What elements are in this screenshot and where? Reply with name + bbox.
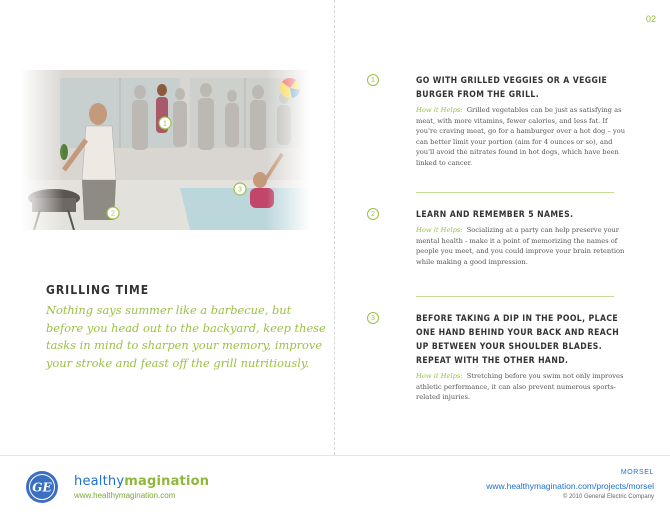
brand-part-1: healthy [74, 474, 125, 489]
tip-text-2: Socializing at a party can help preserve your mental health - make it a point of memorizing the names of people you meet, and you could improve your brain retention while making a good impression. [416, 226, 625, 266]
barbecue-illustration [20, 70, 310, 230]
section-intro: Nothing says summer like a barbecue, but before you head out to the backyard, keep these tasks in mind to sharpen your memory, improve your stroke and feast off the grill nutritiously. [46, 303, 326, 370]
tip-number-1: 1 [367, 74, 379, 86]
tip-3 [371, 312, 624, 403]
brand-part-2: magination [124, 474, 210, 489]
tip-number-3: 3 [367, 312, 379, 324]
tip-lead-2: How it Helps: [416, 226, 463, 234]
brand-wordmark [74, 474, 209, 489]
section-title: GRILLING TIME [46, 283, 150, 297]
tip-2 [371, 208, 625, 267]
tip-1 [371, 74, 626, 169]
copyright: © 2010 General Electric Company [562, 494, 654, 500]
tip-lead-3: How it Helps: [416, 372, 463, 380]
ge-logo-text: GE [32, 480, 52, 495]
tip-title-1: GO WITH GRILLED VEGGIES OR A VEGGIE BURGER FROM THE GRILL. [416, 76, 608, 100]
tip-body-2 [416, 225, 626, 267]
tip-body-3 [416, 371, 626, 403]
brand-url[interactable]: www.healthymagination.com [74, 491, 176, 500]
project-url-link[interactable]: www.healthymagination.com/projects/morsel [486, 481, 654, 491]
tip-title-2: LEARN AND REMEMBER 5 NAMES. [416, 210, 574, 220]
tip-number-2: 2 [367, 208, 379, 220]
page-divider [334, 0, 335, 455]
tip-divider-1 [416, 192, 614, 193]
tip-title-3: BEFORE TAKING A DIP IN THE POOL, PLACE ONE HAND BEHIND YOUR BACK AND REACH UP BETWEEN YOUR SHOULDER BLADES. REPEAT WITH THE OTHER HAND. [416, 314, 620, 366]
tip-divider-2 [416, 296, 614, 297]
ge-logo [26, 471, 58, 503]
tip-text-3: Stretching before you swim not only improves athletic performance, it can also prevent numerous sports-related injuries. [416, 372, 624, 402]
tip-text-1: Grilled vegetables can be just as satisfying as meat, with more vitamins, fewer calories, and less fat. If you're craving meat, go for a hamburger over a hot dog – you can better limit your portion (aim for 4 ounces or so), and you'll avoid the nitrates found in hot dogs, which have been linked to cancer. [416, 106, 626, 167]
page-number: 02 [646, 14, 657, 24]
tip-body-1 [416, 105, 626, 169]
tip-lead-1: How it Helps: [416, 106, 463, 114]
morsel-label: MORSEL [620, 469, 654, 476]
